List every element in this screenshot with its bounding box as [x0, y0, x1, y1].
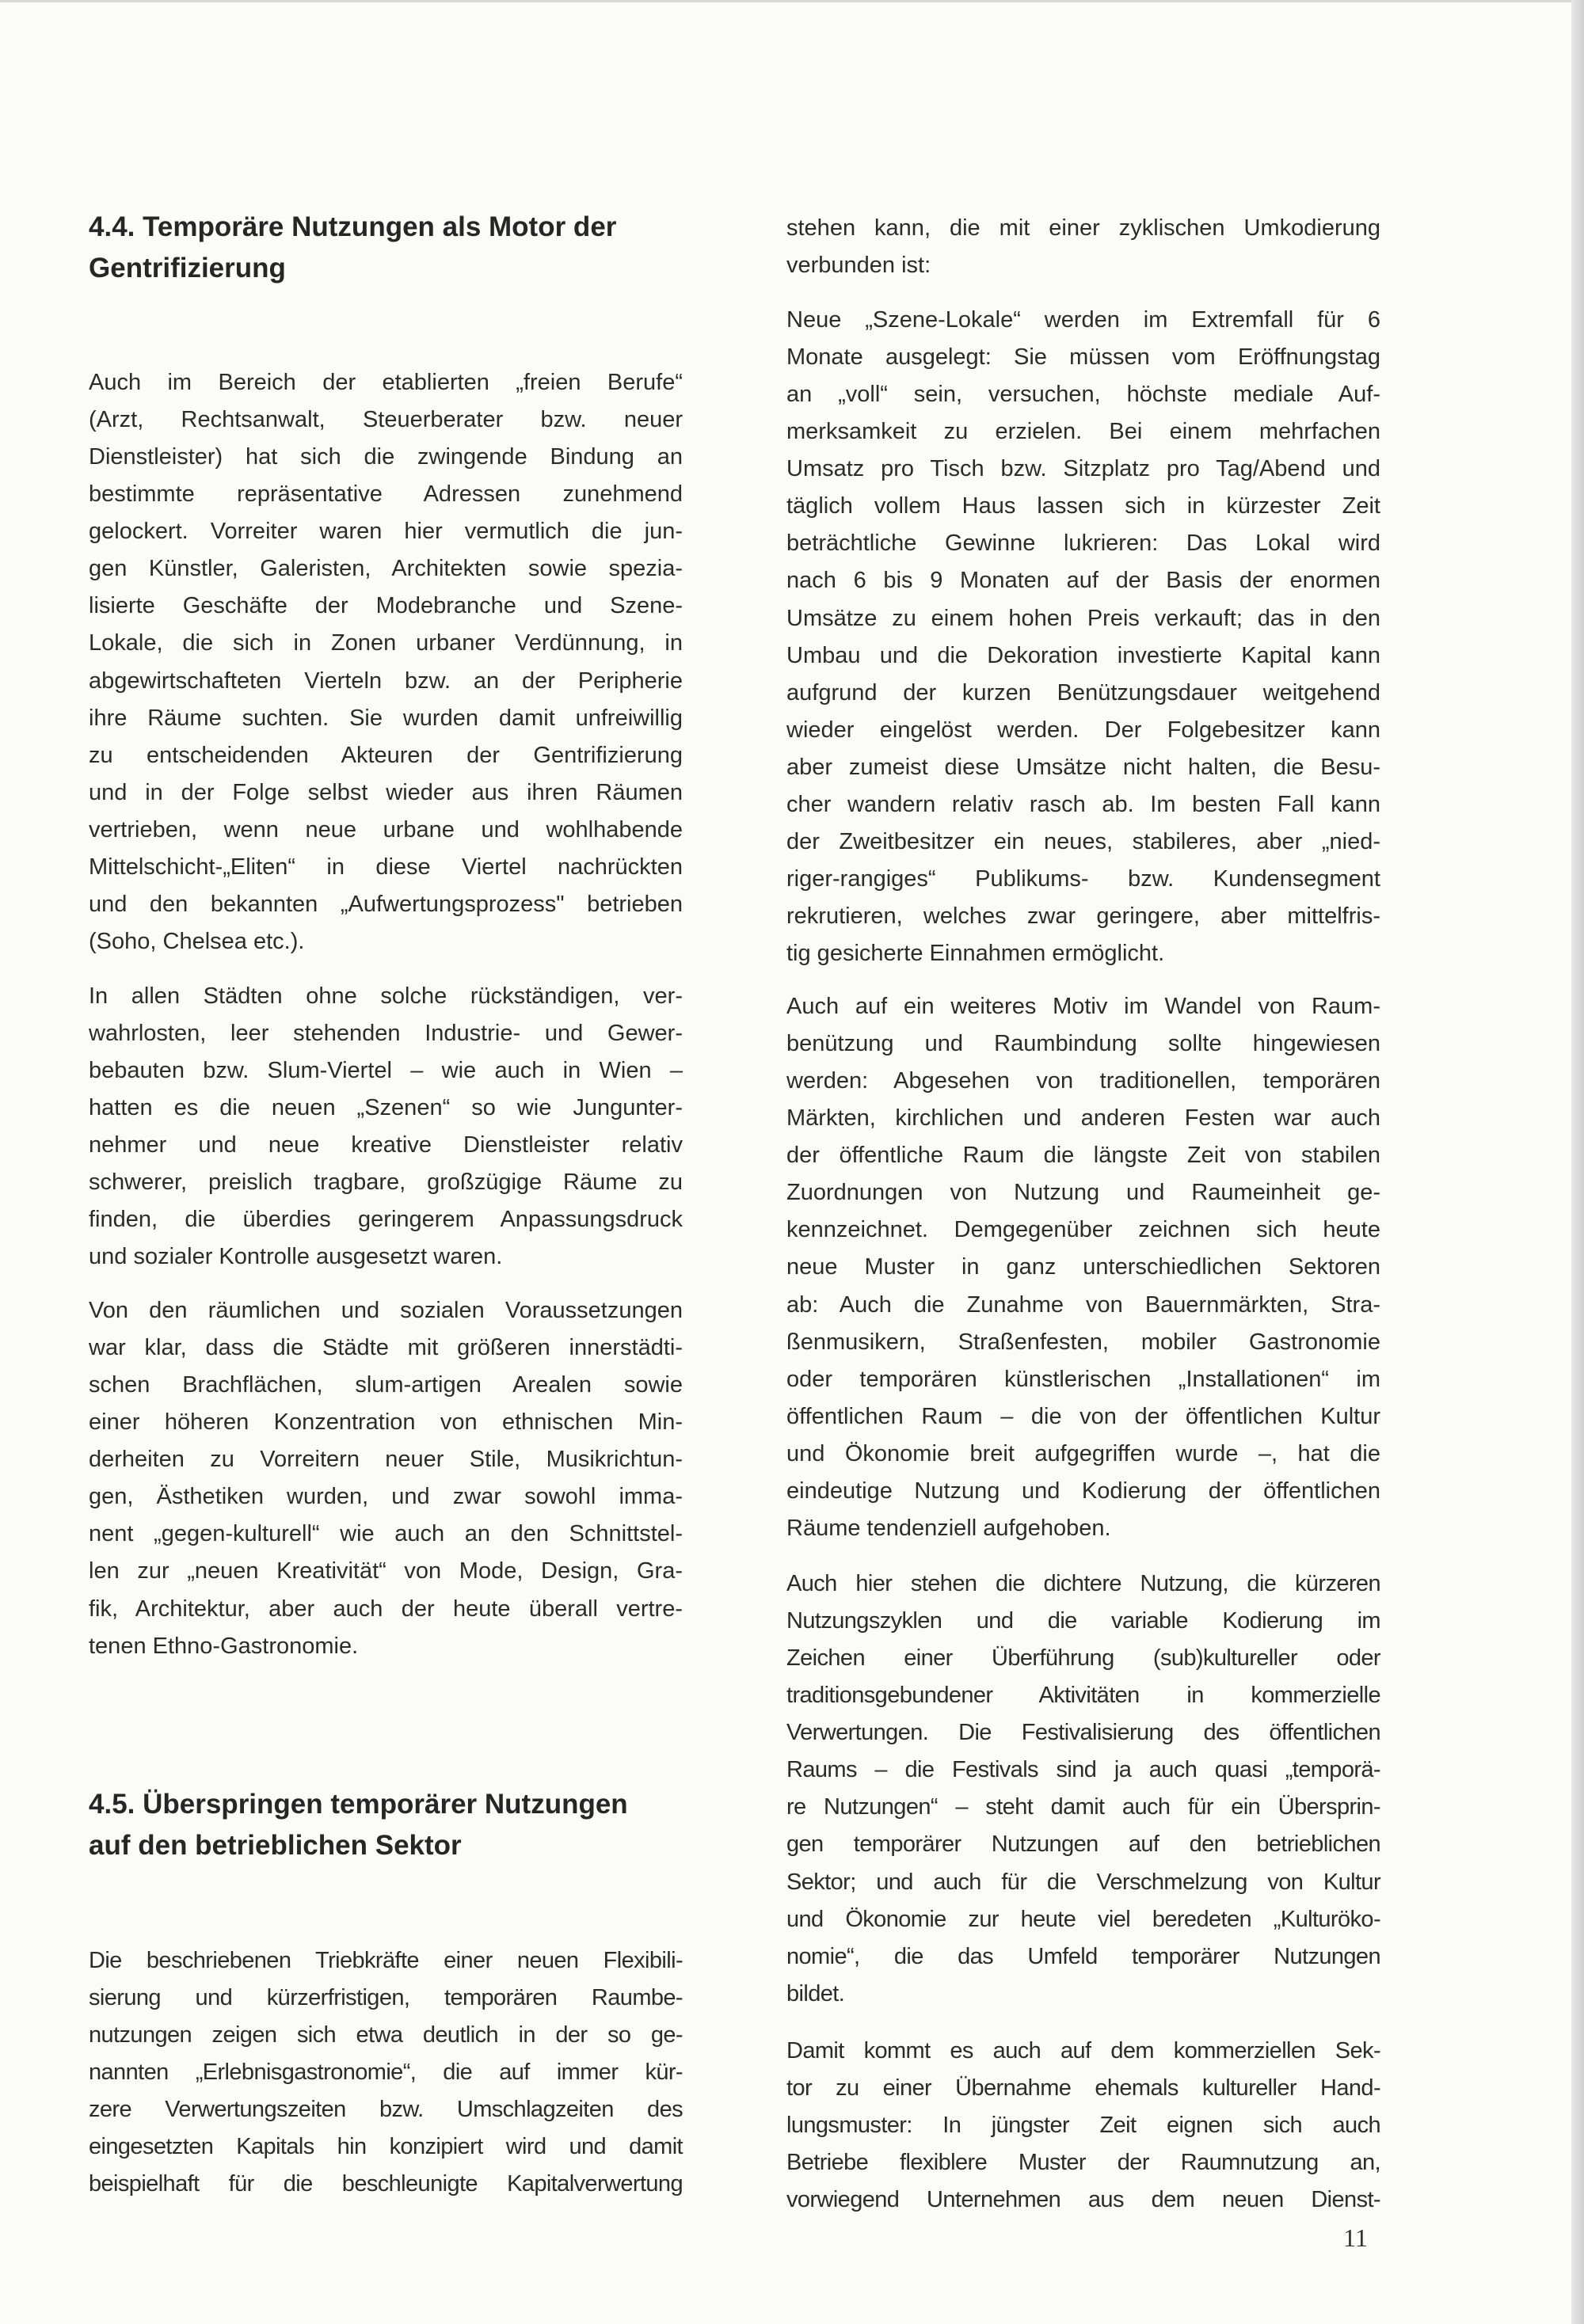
text-line: gen, Ästhetiken wurden, und zwar sowohl imma-: [89, 1484, 683, 1510]
text-line: schwerer, preislich tragbare, großzügige Räume zu: [89, 1170, 683, 1196]
text-line: bebauten bzw. Slum-Viertel – wie auch in Wien –: [89, 1058, 683, 1084]
text-line: kennzeichnet. Demgegenüber zeichnen sich heute: [786, 1217, 1380, 1243]
text-line: Die beschriebenen Triebkräfte einer neuen Flexibili-: [89, 1948, 683, 1973]
text-line: schen Brachflächen, slum-artigen Arealen sowie: [89, 1372, 683, 1398]
text-line: beispielhaft für die beschleunigte Kapitalverwertung: [89, 2171, 683, 2197]
paragraph: [786, 302, 1380, 972]
paragraph: [89, 1292, 683, 1665]
text-line: zere Verwertungszeiten bzw. Umschlagzeiten des: [89, 2097, 683, 2123]
text-line: aufgrund der kurzen Benützungsdauer weitgehend: [786, 679, 1380, 706]
text-line: Märkten, kirchlichen und anderen Festen war auch: [786, 1105, 1380, 1132]
heading-line: Gentrifizierung: [89, 253, 286, 283]
text-line: Umsatz pro Tisch bzw. Sitzplatz pro Tag/Abend und: [786, 456, 1380, 482]
text-line: nach 6 bis 9 Monaten auf der Basis der enormen: [786, 568, 1380, 594]
text-line: tor zu einer Übernahme ehemals kultureller Hand-: [786, 2075, 1380, 2101]
text-line: täglich vollem Haus lassen sich in kürzester Zeit: [786, 493, 1380, 519]
text-line: rekrutieren, welches zwar geringere, aber mittelfris-: [786, 903, 1380, 929]
text-line: Sektor; und auch für die Verschmelzung von Kultur: [786, 1869, 1380, 1895]
text-line: (Arzt, Rechtsanwalt, Steuerberater bzw. neuer: [89, 407, 683, 433]
text-line: Damit kommt es auch auf dem kommerziellen Sek-: [786, 2038, 1380, 2063]
text-line: werden: Abgesehen von traditionellen, temporären: [786, 1068, 1380, 1094]
text-line: aber zumeist diese Umsätze nicht halten, die Besu-: [786, 754, 1380, 780]
text-line: vorwiegend Unternehmen aus dem neuen Dienst-: [786, 2187, 1380, 2213]
text-line: abgewirtschafteten Vierteln bzw. an der Peripherie: [89, 668, 683, 694]
page-number: 11: [1343, 2223, 1368, 2252]
text-line: finden, die überdies geringerem Anpassungsdruck: [89, 1207, 683, 1233]
text-line: traditionsgebundener Aktivitäten in kommerzielle: [786, 1683, 1380, 1709]
text-line: Räume tendenziell aufgehoben.: [786, 1515, 1111, 1541]
text-line: Zeichen einer Überführung (sub)kultureller oder: [786, 1645, 1380, 1672]
text-line: benützung und Raumbindung sollte hingewiesen: [786, 1031, 1380, 1057]
text-line: nent „gegen-kulturell“ wie auch an den Schnittstel-: [89, 1521, 683, 1547]
text-line: Monate ausgelegt: Sie müssen vom Eröffnungstag: [786, 344, 1380, 371]
text-line: hatten es die neuen „Szenen“ so wie Jungunter-: [89, 1095, 683, 1121]
text-line: zu entscheidenden Akteuren der Gentrifizierung: [89, 742, 683, 768]
text-line: nehmer und neue kreative Dienstleister relativ: [89, 1132, 683, 1158]
text-line: öffentlichen Raum – die von der öffentlichen Kultur: [786, 1403, 1380, 1429]
section-heading-4-5: [89, 1784, 683, 1866]
text-line: gen Künstler, Galeristen, Architekten sowie spezia-: [89, 556, 683, 582]
text-line: nutzungen zeigen sich etwa deutlich in der so ge-: [89, 2022, 683, 2048]
text-line: verbunden ist:: [786, 253, 931, 279]
paragraph: [786, 988, 1380, 1547]
text-line: Betriebe flexiblere Muster der Raumnutzung an,: [786, 2150, 1380, 2176]
text-line: gelockert. Vorreiter waren hier vermutlich die jun-: [89, 519, 683, 545]
text-line: war klar, dass die Städte mit größeren innerstädti-: [89, 1335, 683, 1361]
text-line: Mittelschicht-„Eliten“ in diese Viertel nachrückten: [89, 854, 683, 880]
text-line: Lokale, die sich in Zonen urbaner Verdünnung, in: [89, 630, 683, 656]
text-line: der Zweitbesitzer ein neues, stabileres, aber „nied-: [786, 828, 1380, 854]
text-line: tenen Ethno-Gastronomie.: [89, 1633, 359, 1659]
text-line: beträchtliche Gewinne lukrieren: Das Lokal wird: [786, 531, 1380, 557]
text-line: und Ökonomie breit aufgegriffen wurde –, hat die: [786, 1440, 1380, 1466]
text-line: Auch im Bereich der etablierten „freien Berufe“: [89, 370, 683, 395]
section-heading-4-4: [89, 207, 683, 289]
text-line: Raums – die Festivals sind ja auch quasi „temporä-: [786, 1757, 1380, 1783]
text-line: bildet.: [786, 1980, 845, 2006]
paragraph: [89, 364, 683, 960]
text-line: fik, Architektur, aber auch der heute überall vertre-: [89, 1596, 683, 1622]
text-line: Neue „Szene-Lokale“ werden im Extremfall für 6: [786, 307, 1380, 333]
text-line: tig gesicherte Einnahmen ermöglicht.: [786, 941, 1165, 967]
text-line: oder temporären künstlerischen „Installationen“ im: [786, 1366, 1380, 1392]
text-line: wahrlosten, leer stehenden Industrie- und Gewer-: [89, 1021, 683, 1047]
heading-line: auf den betrieblichen Sektor: [89, 1830, 462, 1861]
text-line: ab: Auch die Zunahme von Bauernmärkten, Stra-: [786, 1291, 1380, 1318]
text-line: einer höheren Konzentration von ethnischen Min-: [89, 1409, 683, 1436]
heading-line: 4.5. Überspringen temporärer Nutzungen: [89, 1789, 628, 1820]
text-line: neue Muster in ganz unterschiedlichen Sektoren: [786, 1254, 1380, 1280]
paragraph: [786, 210, 1380, 284]
text-line: Auch hier stehen die dichtere Nutzung, die kürzeren: [786, 1571, 1380, 1596]
paragraph: [89, 1942, 683, 2203]
text-line: len zur „neuen Kreativität“ von Mode, Design, Gra-: [89, 1558, 683, 1584]
paragraph: [89, 978, 683, 1276]
text-line: ihre Räume suchten. Sie wurden damit unfreiwillig: [89, 705, 683, 731]
text-line: nannten „Erlebnisgastronomie“, die auf immer kür-: [89, 2060, 683, 2086]
text-line: und in der Folge selbst wieder aus ihren Räumen: [89, 779, 683, 805]
text-line: Von den räumlichen und sozialen Voraussetzungen: [89, 1298, 683, 1323]
text-line: nomie“, die das Umfeld temporärer Nutzungen: [786, 1943, 1380, 1969]
paragraph: [786, 1565, 1380, 2013]
text-line: Nutzungszyklen und die variable Kodierung im: [786, 1608, 1380, 1634]
heading-line: 4.4. Temporäre Nutzungen als Motor der: [89, 211, 617, 242]
text-line: Dienstleister) hat sich die zwingende Bindung an: [89, 444, 683, 470]
text-line: Auch auf ein weiteres Motiv im Wandel von Raum-: [786, 994, 1380, 1019]
text-line: lisierte Geschäfte der Modebranche und Szene-: [89, 593, 683, 619]
text-line: eingesetzten Kapitals hin konzipiert wird und damit: [89, 2134, 683, 2160]
text-line: merksamkeit zu erzielen. Bei einem mehrfachen: [786, 419, 1380, 445]
text-line: und Ökonomie zur heute viel beredeten „Kulturöko-: [786, 1906, 1380, 1932]
paragraph: [786, 2033, 1380, 2219]
text-line: wieder eingelöst werden. Der Folgebesitzer kann: [786, 717, 1380, 743]
text-line: ßenmusikern, Straßenfesten, mobiler Gastronomie: [786, 1329, 1380, 1355]
text-line: In allen Städten ohne solche rückständigen, ver-: [89, 983, 683, 1009]
text-line: der öffentliche Raum die längste Zeit von stabilen: [786, 1143, 1380, 1169]
text-line: lungsmuster: In jüngster Zeit eignen sich auch: [786, 2113, 1380, 2139]
scan-top-edge: [0, 0, 1576, 2]
text-line: derheiten zu Vorreitern neuer Stile, Musikrichtun-: [89, 1447, 683, 1473]
text-line: (Soho, Chelsea etc.).: [89, 928, 305, 954]
text-line: und den bekannten „Aufwertungsprozess" betrieben: [89, 891, 683, 917]
text-line: an „voll“ sein, versuchen, höchste mediale Auf-: [786, 382, 1380, 408]
text-line: Umbau und die Dekoration investierte Kapital kann: [786, 642, 1380, 668]
text-line: und sozialer Kontrolle ausgesetzt waren.: [89, 1244, 503, 1270]
text-line: bestimmte repräsentative Adressen zunehmend: [89, 481, 683, 508]
text-line: vertrieben, wenn neue urbane und wohlhabende: [89, 816, 683, 842]
text-line: eindeutige Nutzung und Kodierung der öffentlichen: [786, 1478, 1380, 1504]
text-line: Verwertungen. Die Festivalisierung des öffentlichen: [786, 1720, 1380, 1746]
text-line: riger-rangiges“ Publikums- bzw. Kundensegment: [786, 865, 1380, 892]
text-line: stehen kann, die mit einer zyklischen Umkodierung: [786, 215, 1380, 241]
scan-right-edge: [1571, 0, 1584, 2324]
text-line: re Nutzungen“ – steht damit auch für ein Übersprin-: [786, 1794, 1380, 1820]
text-line: gen temporärer Nutzungen auf den betrieblichen: [786, 1831, 1380, 1858]
text-line: cher wandern relativ rasch ab. Im besten Fall kann: [786, 791, 1380, 817]
text-line: Umsätze zu einem hohen Preis verkauft; das in den: [786, 605, 1380, 631]
text-line: Zuordnungen von Nutzung und Raumeinheit ge-: [786, 1180, 1380, 1206]
text-line: sierung und kürzerfristigen, temporären Raumbe-: [89, 1985, 683, 2011]
